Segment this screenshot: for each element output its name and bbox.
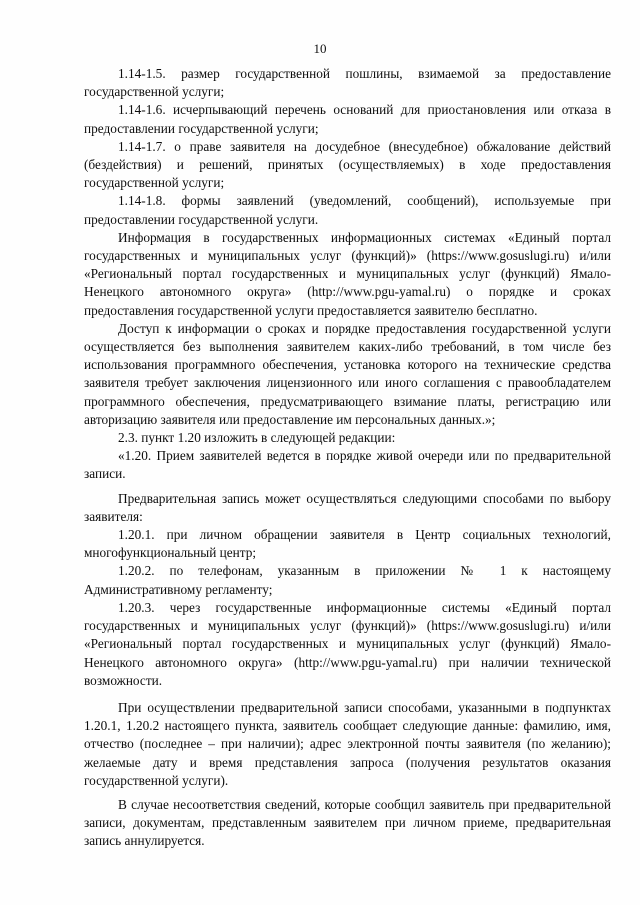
paragraph-1-20-3: 1.20.3. через государственные информационные системы «Единый портал государственных и муниципальных услуг (функций)» (https://www.gosuslugi.ru) и/или «Региональный портал государственных и муниципальных услуг (функций) Ямало-Ненецкого автономного округа» (http://www.pgu-yamal.ru) при наличии технической возможности.: [84, 599, 611, 688]
paragraph-1-20: «1.20. Прием заявителей ведется в порядке живой очереди или по предварительной записи.: [84, 448, 611, 482]
paragraph-record-data: При осуществлении предварительной записи способами, указанными в подпунктах 1.20.1, 1.20.2 настоящего пункта, заявитель сообщает следующие данные: фамилию, имя, отчество (последнее – при наличии); адрес электронной почты заявителя (по желанию); желаемые дату и время представления запроса (получения результатов оказания государственной услуги).: [84, 699, 611, 788]
document-body: [84, 65, 611, 851]
page-number: 10: [313, 41, 327, 56]
paragraph-record-cancellation: В случае несоответствия сведений, которые сообщил заявитель при предварительной записи, документам, представленным заявителем при личном приеме, предварительная запись аннулируется.: [84, 796, 611, 849]
paragraph-1-14-1-6: 1.14-1.6. исчерпывающий перечень оснований для приостановления или отказа в предоставлении государственной услуги;: [84, 102, 611, 136]
paragraph-access-to-information: Доступ к информации о сроках и порядке предоставления государственной услуги осуществляется без выполнения заявителем каких-либо требований, в том числе без использования программного обеспечения, установка которого на технические средства заявителя требует заключения лицензионного или иного соглашения с правообладателем программного обеспечения, предусматривающего взимание платы, регистрацию или авторизацию заявителя или предоставление им персональных данных.»;: [84, 320, 611, 427]
paragraph-information-systems: Информация в государственных информационных системах «Единый портал государственных и муниципальных услуг (функций)» (https://www.gosuslugi.ru) и/или «Региональный портал государственных и муниципальных услуг (функций) Ямало-Ненецкого автономного округа» (http://www.pgu-yamal.ru) о порядке и сроках предоставления государственной услуги предоставляется заявителю бесплатно.: [84, 229, 611, 318]
paragraph-1-20-1: 1.20.1. при личном обращении заявителя в Центр социальных технологий, многофункциональный центр;: [84, 527, 611, 561]
paragraph-1-14-1-8: 1.14-1.8. формы заявлений (уведомлений, сообщений), используемые при предоставлении государственной услуги.: [84, 193, 611, 227]
paragraph-1-14-1-5: 1.14-1.5. размер государственной пошлины, взимаемой за предоставление государственной услуги;: [84, 66, 611, 100]
paragraph-1-20-2: 1.20.2. по телефонам, указанным в приложении № 1 к настоящему Административному регламенту;: [84, 563, 611, 597]
paragraph-preliminary-record-methods: Предварительная запись может осуществляться следующими способами по выбору заявителя:: [84, 490, 611, 524]
paragraph-1-14-1-7: 1.14-1.7. о праве заявителя на досудебное (внесудебное) обжалование действий (бездействия) и решений, принятых (осуществляемых) в ходе предоставления государственной услуги;: [84, 138, 611, 191]
paragraph-2-3: 2.3. пункт 1.20 изложить в следующей редакции:: [118, 430, 396, 446]
